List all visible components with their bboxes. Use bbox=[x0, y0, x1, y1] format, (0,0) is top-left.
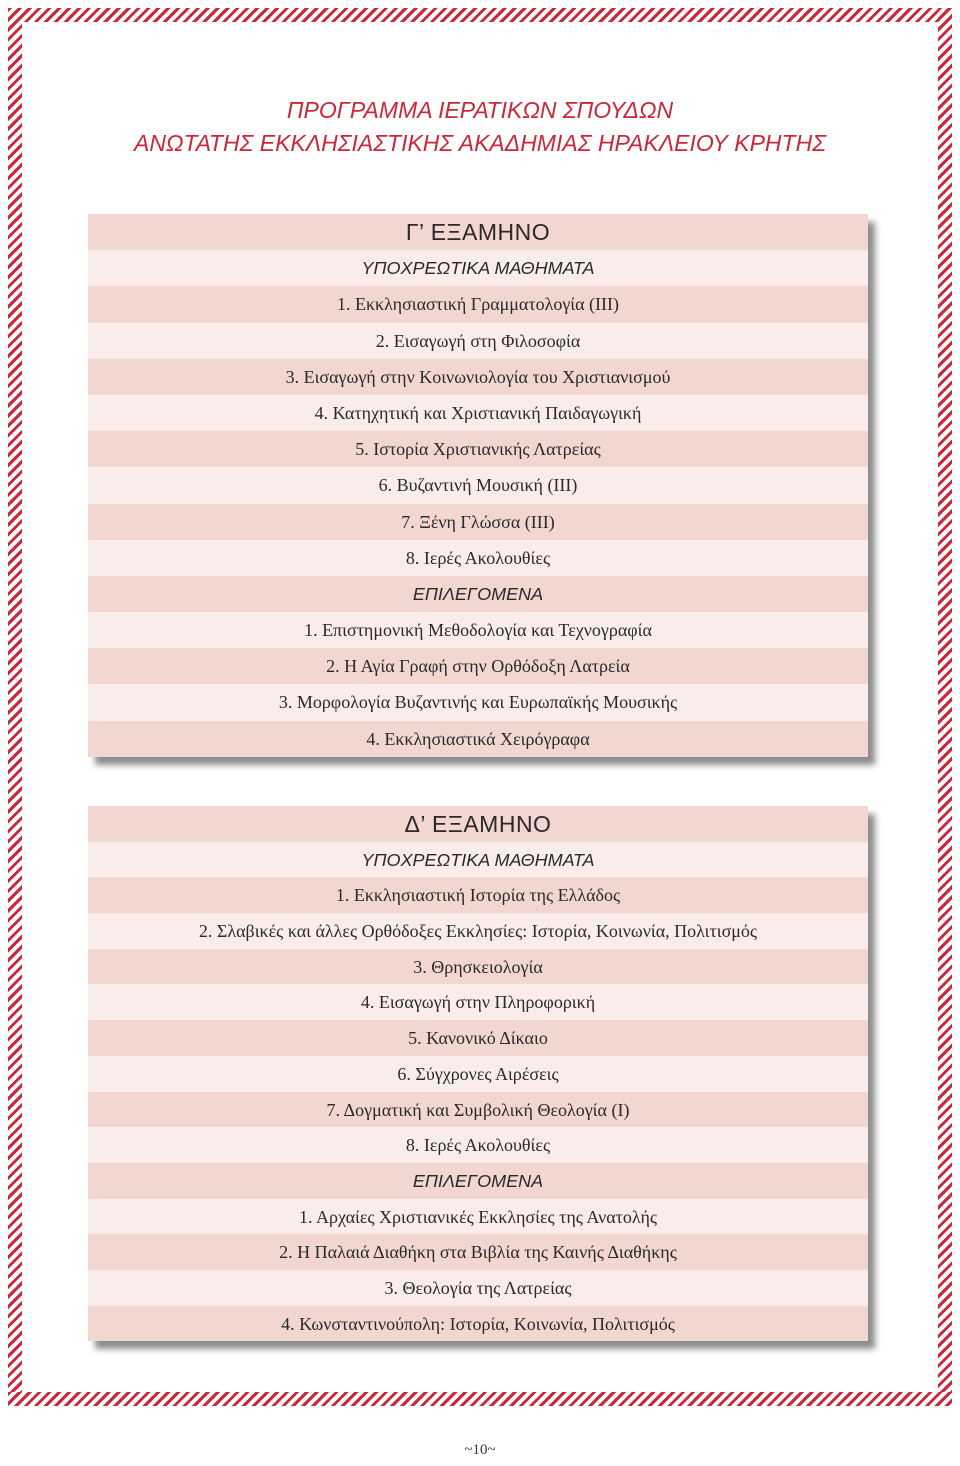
elective-item: 4. Εκκλησιαστικά Χειρόγραφα bbox=[88, 721, 868, 757]
elective-item: 3. Μορφολογία Βυζαντινής και Ευρωπαϊκής Μουσικής bbox=[88, 684, 868, 720]
course-item: 3. Θρησκειολογία bbox=[88, 949, 868, 985]
page-title-line2: ΑΝΩΤΑΤΗΣ ΕΚΚΛΗΣΙΑΣΤΙΚΗΣ ΑΚΑΔΗΜΙΑΣ ΗΡΑΚΛΕΙΟΥ ΚΡΗΤΗΣ bbox=[134, 130, 826, 156]
course-item: 3. Εισαγωγή στην Κοινωνιολογία του Χριστιανισμού bbox=[88, 359, 868, 395]
decorative-border-bottom bbox=[8, 1392, 952, 1406]
decorative-border-left bbox=[8, 8, 22, 1406]
course-item: 8. Ιερές Ακολουθίες bbox=[88, 1127, 868, 1163]
course-item: 4. Κατηχητική και Χριστιανική Παιδαγωγική bbox=[88, 395, 868, 431]
course-item: 6. Σύγχρονες Αιρέσεις bbox=[88, 1056, 868, 1092]
course-item: 8. Ιερές Ακολουθίες bbox=[88, 540, 868, 576]
semester-c-required-label: ΥΠΟΧΡΕΩΤΙΚΑ ΜΑΘΗΜΑΤΑ bbox=[88, 250, 868, 286]
course-item: 1. Εκκλησιαστική Γραμματολογία (ΙΙΙ) bbox=[88, 286, 868, 322]
course-item: 7. Δογματική και Συμβολική Θεολογία (Ι) bbox=[88, 1092, 868, 1128]
course-item: 2. Εισαγωγή στη Φιλοσοφία bbox=[88, 323, 868, 359]
elective-item: 2. Η Παλαιά Διαθήκη στα Βιβλία της Καινής Διαθήκης bbox=[88, 1234, 868, 1270]
elective-item: 1. Αρχαίες Χριστιανικές Εκκλησίες της Ανατολής bbox=[88, 1199, 868, 1235]
page-title-line1: ΠΡΟΓΡΑΜΜΑ ΙΕΡΑΤΙΚΩΝ ΣΠΟΥΔΩΝ bbox=[286, 97, 674, 123]
semester-c-title: Γ’ ΕΞΑΜΗΝΟ bbox=[88, 214, 868, 250]
elective-item: 3. Θεολογία της Λατρείας bbox=[88, 1270, 868, 1306]
semester-c-table bbox=[88, 214, 868, 757]
semester-d-title: Δ’ ΕΞΑΜΗΝΟ bbox=[88, 806, 868, 842]
course-item: 5. Κανονικό Δίκαιο bbox=[88, 1020, 868, 1056]
elective-item: 4. Κωνσταντινούπολη: Ιστορία, Κοινωνία, Πολιτισμός bbox=[88, 1306, 868, 1342]
decorative-border-top bbox=[8, 8, 952, 22]
elective-item: 1. Επιστημονική Μεθοδολογία και Τεχνογραφία bbox=[88, 612, 868, 648]
semester-d-table bbox=[88, 806, 868, 1341]
semester-d-required-label: ΥΠΟΧΡΕΩΤΙΚΑ ΜΑΘΗΜΑΤΑ bbox=[88, 842, 868, 878]
course-item: 6. Βυζαντινή Μουσική (ΙΙΙ) bbox=[88, 467, 868, 503]
course-item: 5. Ιστορία Χριστιανικής Λατρείας bbox=[88, 431, 868, 467]
elective-item: 2. Η Αγία Γραφή στην Ορθόδοξη Λατρεία bbox=[88, 648, 868, 684]
decorative-border-right bbox=[938, 8, 952, 1406]
semester-c-elective-label: ΕΠΙΛΕΓΟΜΕΝΑ bbox=[88, 576, 868, 612]
course-item: 7. Ξένη Γλώσσα (ΙΙΙ) bbox=[88, 504, 868, 540]
semester-d-elective-label: ΕΠΙΛΕΓΟΜΕΝΑ bbox=[88, 1163, 868, 1199]
course-item: 2. Σλαβικές και άλλες Ορθόδοξες Εκκλησίες: Ιστορία, Κοινωνία, Πολιτισμός bbox=[88, 913, 868, 949]
course-item: 4. Εισαγωγή στην Πληροφορική bbox=[88, 984, 868, 1020]
page-number: ~10~ bbox=[464, 1442, 496, 1458]
course-item: 1. Εκκλησιαστική Ιστορία της Ελλάδος bbox=[88, 877, 868, 913]
